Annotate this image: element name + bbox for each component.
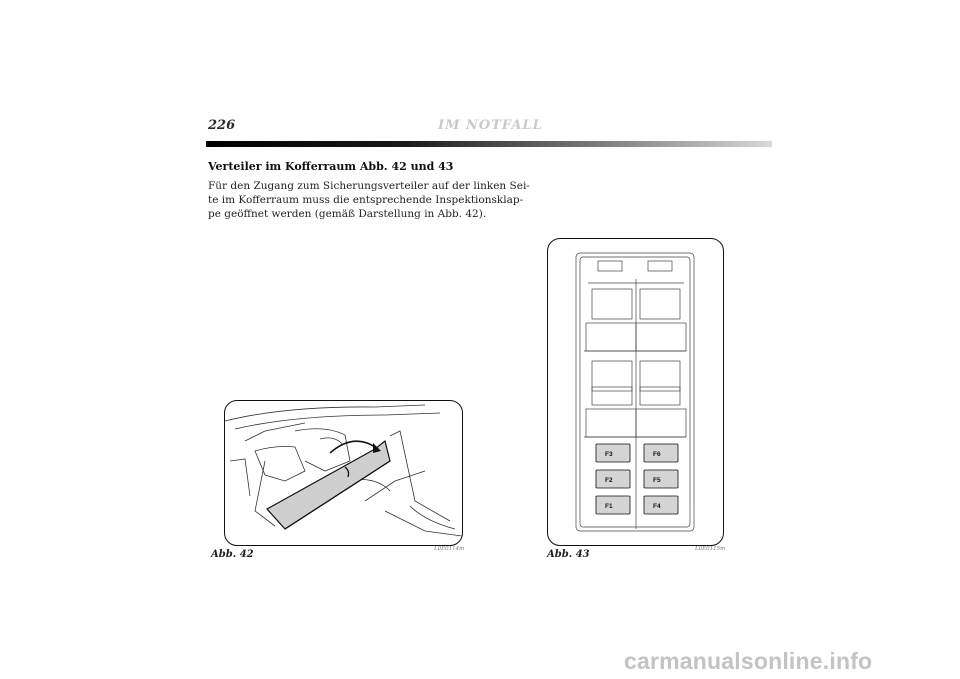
section-title: Verteiler im Kofferraum Abb. 42 und 43 (208, 160, 454, 173)
watermark: carmanualsonline.info (624, 648, 873, 674)
figure-trunk-flap (224, 400, 463, 546)
chapter-title: IM NOTFALL (438, 118, 543, 133)
figure-fuse-box (547, 238, 724, 546)
figure-43-caption: Abb. 43 (547, 549, 590, 560)
header-rule (206, 141, 772, 147)
fuse-label: F4 (653, 503, 661, 510)
fuse-box-diagram (548, 239, 723, 545)
paragraph-line: pe geöffnet werden (gemäß Darstellung in Abb. 42). (208, 207, 487, 220)
figure-42-code: L0E0114m (434, 546, 465, 552)
fuse-label: F1 (605, 503, 613, 510)
paragraph-line: Für den Zugang zum Sicherungsverteiler auf der linken Sei- (208, 180, 530, 192)
body-paragraph (208, 180, 530, 221)
fuse-label: F5 (653, 477, 661, 484)
fuse-label: F3 (605, 451, 613, 458)
fuse-label: F2 (605, 477, 613, 484)
figure-43-code: L0E0115m (695, 546, 726, 552)
paragraph-line: te im Kofferraum muss die entsprechende Inspektionsklap- (208, 193, 524, 206)
page-number: 226 (208, 118, 236, 133)
figure-42-caption: Abb. 42 (211, 549, 254, 560)
trunk-flap-illustration (225, 401, 462, 545)
fuse-label: F6 (653, 451, 661, 458)
